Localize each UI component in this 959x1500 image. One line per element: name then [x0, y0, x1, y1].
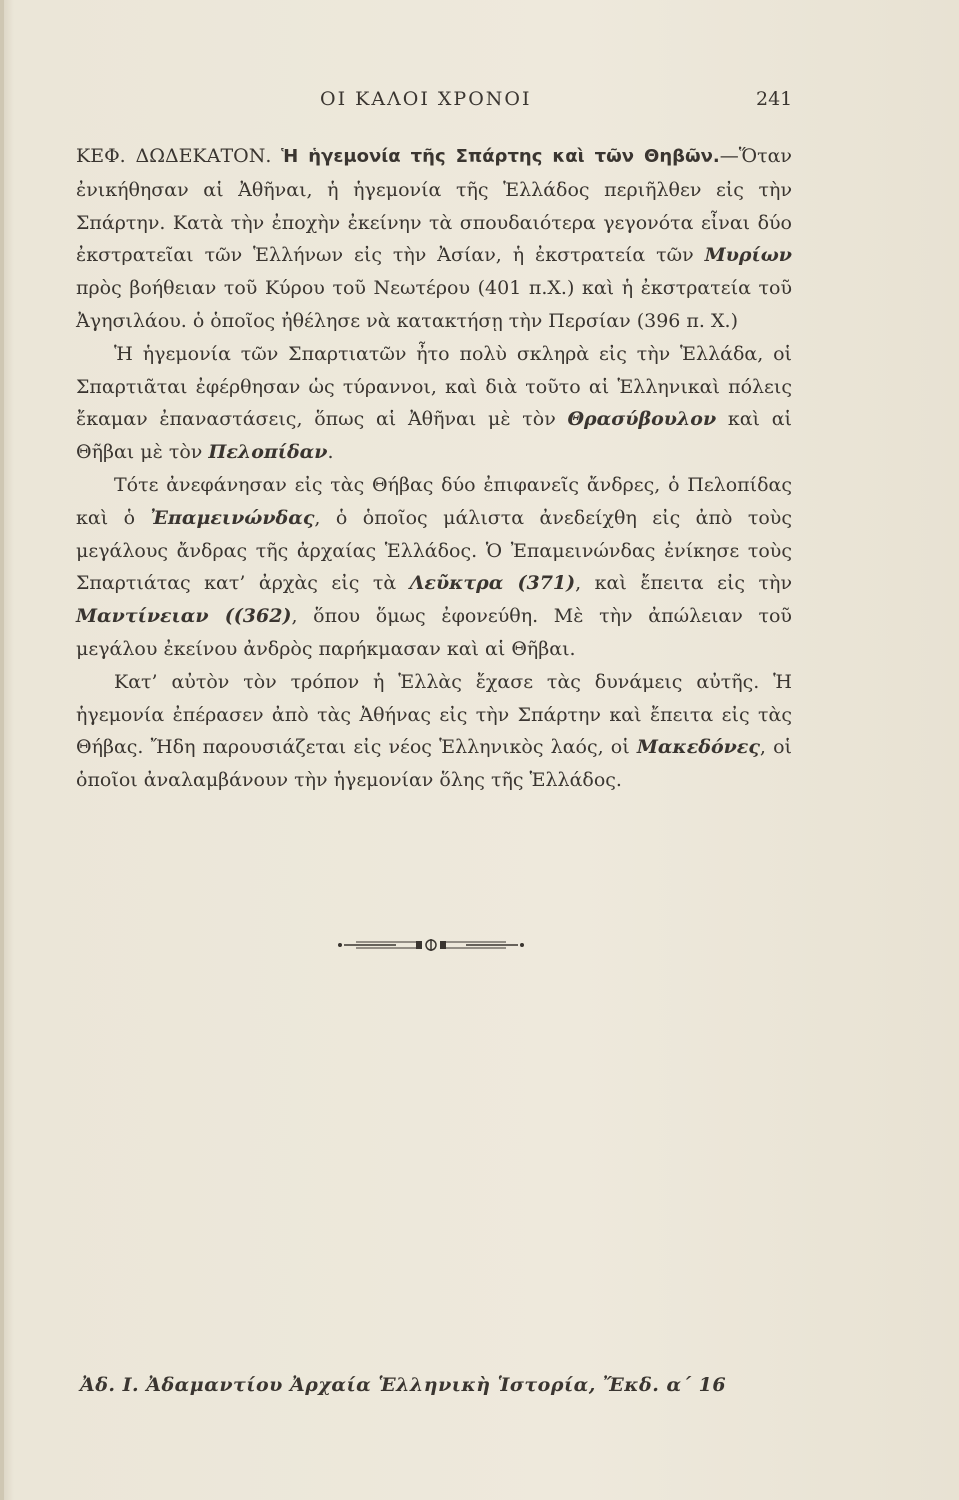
text-run: Κατ’ αὐτὸν τὸν τρόπον ἡ Ἑλλὰς ἔχασε τὰς δυνάμεις αὐτῆς. Ἡ ἡγεμονία ἐπέρασεν ἀπὸ τὰς Ἀθήνας εἰς τὴν Σπάρτην καὶ ἔπειτα εἰς τὰς Θήβας. Ἤδη παρουσιάζεται εἰς νέος Ἑλληνικὸς λαός, οἱ — [76, 670, 792, 759]
term-makedones: Μακεδόνες — [636, 736, 760, 759]
page-number: 241 — [756, 88, 793, 110]
chapter-label: ΚΕΦ. ΔΩΔΕΚΑΤΟΝ. — [76, 145, 272, 167]
paragraph — [76, 469, 792, 666]
text-run: Ἡ ἡγεμονία τῶν Σπαρτιατῶν ἦτο πολὺ σκληρὰ εἰς τὴν Ἑλλάδα, οἱ Σπαρτιᾶται ἐφέρθησαν ὡς τύραννοι, καὶ διὰ τοῦτο αἱ Ἑλληνικαὶ πόλεις ἔκαμαν ἐπαναστάσεις, ὅπως αἱ Ἀθῆναι μὲ τὸν — [76, 342, 792, 431]
chapter-heading: Ἡ ἡγεμονία τῆς Σπάρτης καὶ τῶν Θηβῶν. — [281, 146, 720, 167]
text-run: , ὁ ὁποῖος μάλιστα ἀνεδείχθη εἰς ἀπὸ τοὺς μεγάλους ἄνδρας τῆς ἀρχαίας Ἑλλάδος. Ὁ Ἐπαμεινώνδας ἐνίκησε τοὺς Σπαρτιάτας κατ’ ἀρχὰς εἰς τὰ — [76, 506, 792, 595]
text-run: , οἱ ὁποῖοι ἀναλαμβάνουν τὴν ἡγεμονίαν ὅλης τῆς Ἑλλάδος. — [76, 736, 792, 792]
text-run: καὶ αἱ Θῆβαι μὲ τὸν — [76, 408, 792, 464]
paragraph — [76, 666, 792, 797]
running-title: ΟΙ ΚΑΛΟΙ ΧΡΟΝΟΙ — [320, 88, 532, 110]
text-run: , καὶ ἔπειτα εἰς τὴν — [575, 572, 792, 595]
text-run: , ὅπου ὅμως ἐφονεύθη. Μὲ τὴν ἀπώλειαν τοῦ μεγάλου ἐκείνου ἀνδρὸς παρήκμασαν καὶ αἱ Θῆβαι. — [76, 605, 792, 660]
term-thrasyvoulos: Θρασύβουλον — [567, 408, 717, 431]
term-mantineia: Μαντίνειαν ((362) — [76, 605, 292, 628]
term-myrioi: Μυρίων — [704, 244, 792, 267]
term-pelopidas: Πελοπίδαν — [208, 441, 328, 464]
footer-imprint: Ἀδ. Ι. Ἀδαμαντίου Ἀρχαία Ἑλληνικὴ Ἱστορία, Ἔκδ. α΄ 16 — [80, 1374, 727, 1396]
paragraph — [76, 338, 792, 469]
text-run: Τότε ἀνεφάνησαν εἰς τὰς Θήβας δύο ἐπιφανεῖς ἄνδρες, ὁ Πελοπίδας καὶ ὁ — [76, 473, 792, 529]
page-edge — [0, 0, 4, 1500]
term-leuktra: Λεῦκτρα (371) — [409, 572, 576, 595]
running-header — [0, 88, 959, 118]
text-run: —Ὅταν ἐνικήθησαν αἱ Ἀθῆναι, ἡ ἡγεμονία τῆς Ἑλλάδος περιῆλθεν εἰς τὴν Σπάρτην. Κατὰ τὴν ἐποχὴν ἐκείνην τὰ σπουδαιότερα γεγονότα εἶναι δύο ἐκστρατεῖαι τῶν Ἑλλήνων εἰς τὴν Ἀσίαν, ἡ ἐκστρατεία τῶν — [76, 145, 792, 267]
text-run: πρὸς βοήθειαν τοῦ Κύρου τοῦ Νεωτέρου (401 π.Χ.) καὶ ἡ ἐκστρατεία τοῦ Ἀγησιλάου. ὁ ὁποῖος ἠθέλησε νὰ κατακτήσῃ τὴν Περσίαν (396 π. Χ.) — [76, 277, 792, 332]
term-epameinondas: Ἐπαμεινώνδας — [150, 506, 315, 529]
ornament-divider-icon — [336, 938, 526, 952]
body-text — [76, 140, 792, 797]
chapter-paragraph — [76, 140, 792, 338]
text-run: . — [327, 441, 334, 464]
